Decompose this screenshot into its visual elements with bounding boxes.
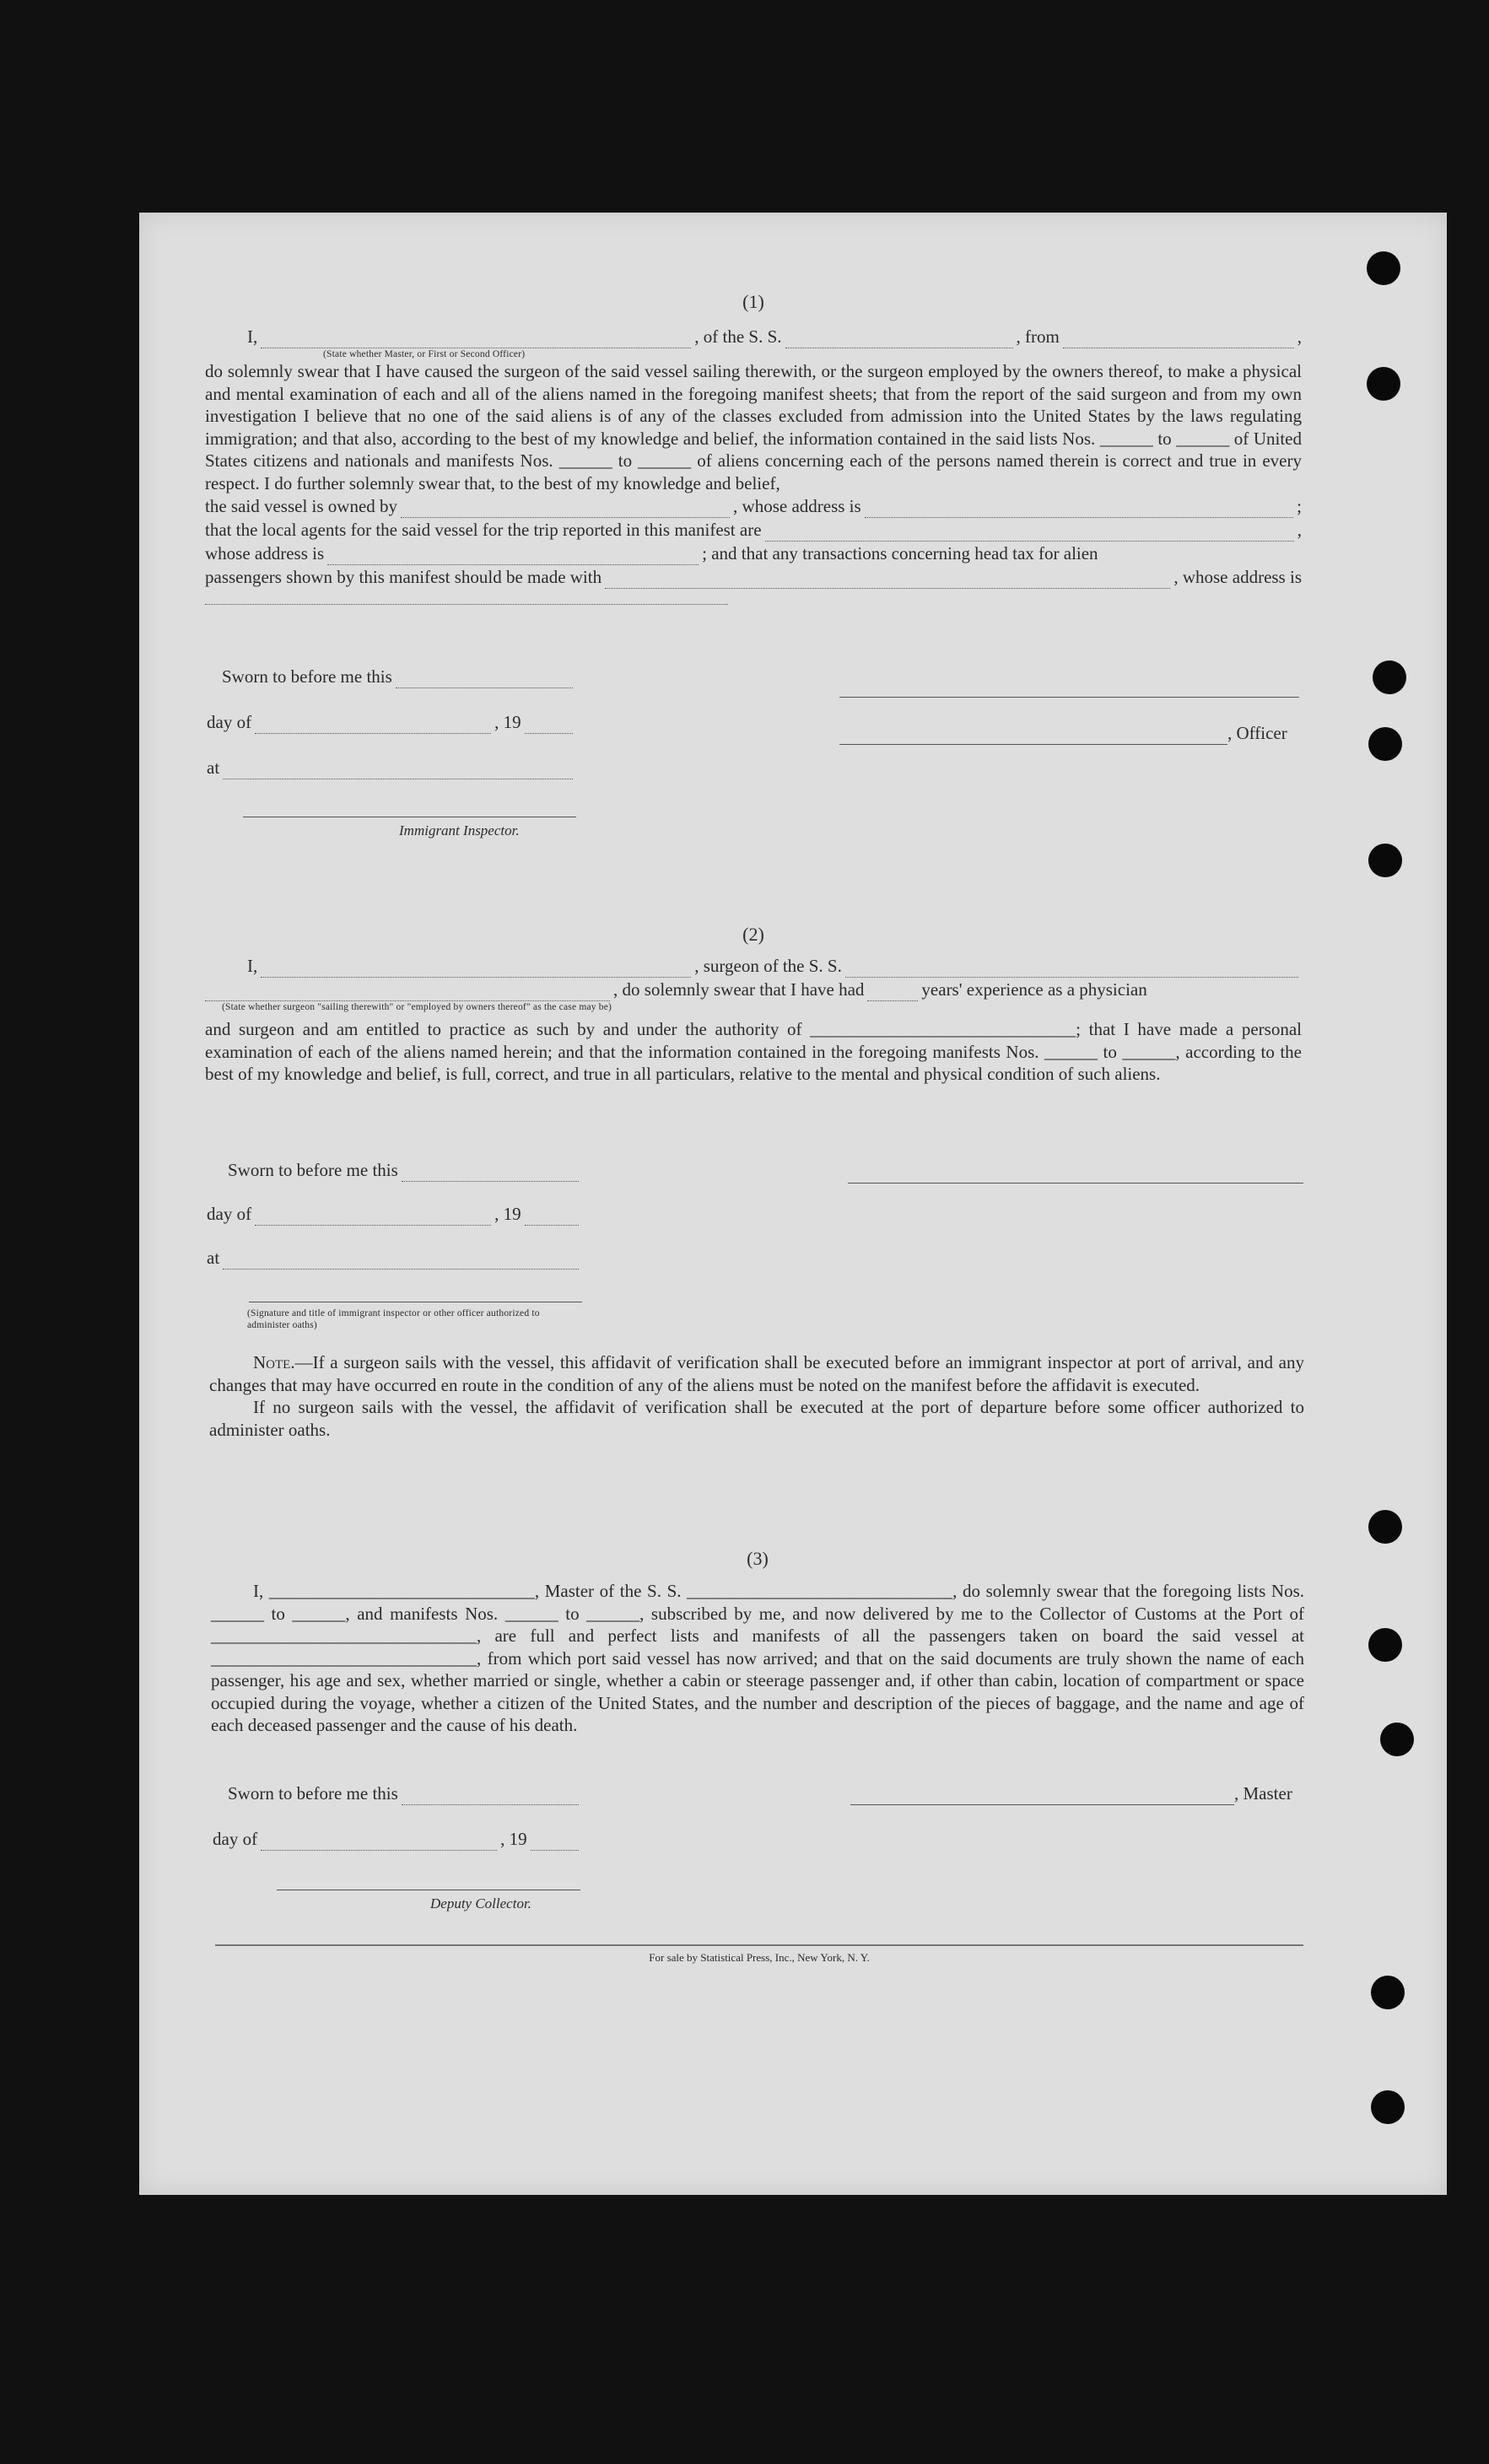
label: , <box>1297 326 1302 347</box>
label: I, <box>247 956 258 976</box>
label: ; and that any transactions concerning head tax for alien <box>702 543 1098 563</box>
label: , of the S. S. <box>694 326 782 347</box>
head-tax-address-field[interactable] <box>205 589 728 605</box>
surgeon-signature-block <box>848 1167 1303 1183</box>
binder-hole <box>1368 1628 1402 1662</box>
signature-line[interactable] <box>848 1167 1303 1183</box>
binder-hole <box>1371 1976 1405 2009</box>
label: , <box>1297 520 1302 540</box>
label: I, <box>247 326 258 347</box>
binder-hole <box>1367 251 1400 285</box>
oath-text: and surgeon and am entitled to practice as such by and under the authority of ______________________________; that I have made a personal examination of each of the aliens named herein; and that the information contained in the foregoing manifests Nos. ______ to ______, according to the best of my knowledge and belief, is full, correct, and true in all particulars, relative to the mental and physical condition of such aliens. <box>205 1019 1302 1084</box>
sworn-block-2 <box>207 1158 582 1331</box>
officer-signature-line[interactable] <box>839 729 1227 745</box>
binder-hole <box>1373 660 1406 694</box>
oath-text: I, ______________________________, Master of the S. S. ______________________________, do solemnly swear that the foregoing lists Nos. ______ to ______, and manifests Nos. ______ to ______, subscribed by me, and now delivered by me to the Collector of Customs at the Port of ______________________________, are full and perfect lists and manifests of all the passengers taken on board the said vessel at ______________________________, from which port said vessel has now arrived; and that on the said documents are truly shown the name of each passenger, his age and sex, whether married or single, whether a cabin or steerage passenger and, if other than cabin, location of compartment or space occupied during the voyage, whether a citizen of the United States, and the number and description of the pieces of baggage, and the name and age of each deceased passenger and the cause of his death. <box>211 1581 1304 1735</box>
label: , whose address is <box>1173 567 1302 587</box>
label: , surgeon of the S. S. <box>694 956 842 976</box>
note-text: If no surgeon sails with the vessel, the affidavit of verification shall be executed at the port of departure before some officer authorized to administer oaths. <box>209 1397 1304 1440</box>
field-note: (State whether surgeon "sailing therewith" or "employed by owners thereof" as the case may be) <box>222 1002 612 1012</box>
label: day of <box>207 712 252 732</box>
binder-hole <box>1368 727 1402 761</box>
place-field[interactable] <box>223 1254 579 1270</box>
master-signature-block <box>850 1782 1292 1805</box>
departure-port-field[interactable] <box>1063 332 1294 348</box>
signature-line[interactable] <box>243 801 576 817</box>
label: at <box>207 1248 220 1268</box>
label: , do solemnly swear that I have had <box>613 979 865 1000</box>
label: years' experience as a physician <box>921 979 1147 1000</box>
vessel-name-field[interactable] <box>785 332 1013 348</box>
vessel-name-field[interactable] <box>845 962 1298 978</box>
binder-hole <box>1380 1723 1414 1756</box>
label: day of <box>213 1829 258 1849</box>
signature-line[interactable] <box>277 1874 580 1890</box>
label: that the local agents for the said vessel for the trip reported in this manifest are <box>205 520 762 540</box>
section-number: (2) <box>742 924 764 945</box>
signature-line[interactable] <box>249 1286 582 1302</box>
month-field[interactable] <box>255 718 491 734</box>
label: Sworn to before me this <box>228 1160 398 1180</box>
sworn-block-1 <box>207 665 576 839</box>
deputy-title: Deputy Collector. <box>430 1895 531 1911</box>
label: , Officer <box>1227 723 1287 743</box>
label: day of <box>207 1204 252 1224</box>
instructions-note <box>209 1351 1304 1441</box>
printer-footer: For sale by Statistical Press, Inc., New York, N. Y. <box>215 1944 1303 1965</box>
affidavit-surgeon <box>205 924 1302 1086</box>
binder-hole <box>1368 1510 1402 1544</box>
owner-address-field[interactable] <box>865 502 1293 518</box>
sworn-block-3 <box>213 1782 582 1912</box>
section-number: (3) <box>747 1548 769 1569</box>
note-text: —If a surgeon sails with the vessel, this affidavit of verification shall be executed before an immigrant inspector at port of arrival, and any changes that may have occurred en route in the condition of any of the aliens must be noted on the manifest before the affidavit is executed. <box>209 1352 1304 1395</box>
inspector-title: Immigrant Inspector. <box>399 822 520 838</box>
sworn-date-field[interactable] <box>396 672 573 688</box>
label: , 19 <box>494 712 521 732</box>
surgeon-name-field[interactable] <box>261 962 691 978</box>
note-label: Note. <box>253 1352 295 1372</box>
year-field[interactable] <box>525 718 573 734</box>
label: Sworn to before me this <box>228 1783 398 1804</box>
affidavit-master <box>205 291 1302 605</box>
label: , whose address is <box>733 496 861 516</box>
years-field[interactable] <box>867 985 918 1001</box>
owner-field[interactable] <box>401 502 730 518</box>
field-note: (State whether Master, or First or Second Officer) <box>323 349 526 359</box>
label: passengers shown by this manifest should be made with <box>205 567 602 587</box>
signature-line[interactable] <box>839 682 1299 698</box>
head-tax-party-field[interactable] <box>605 573 1170 589</box>
oath-text: do solemnly swear that I have caused the surgeon of the said vessel sailing therewith, or the surgeon employed by the owners thereof, to make a physical and mental examination of each and all of the aliens named in the foregoing manifest sheets; that from the report of the said surgeon and from my own investigation I believe that no one of the said aliens is of any of the classes excluded from admission into the United States by the laws regulating immigration; and that also, according to the best of my knowledge and belief, the information contained in the said lists Nos. ______ to ______ of United States citizens and nationals and manifests Nos. ______ to ______ of aliens concerning each of the persons named therein is correct and true in every respect. I do further solemnly swear that, to the best of my knowledge and belief, <box>205 361 1302 493</box>
label: , from <box>1016 326 1060 347</box>
officer-rank-field[interactable] <box>261 332 691 348</box>
binder-hole <box>1371 2090 1405 2124</box>
agent-address-field[interactable] <box>327 549 699 565</box>
local-agents-field[interactable] <box>765 526 1294 542</box>
year-field[interactable] <box>531 1835 579 1851</box>
sworn-date-field[interactable] <box>402 1166 579 1182</box>
label: , Master <box>1234 1783 1292 1804</box>
label: the said vessel is owned by <box>205 496 398 516</box>
master-signature-line[interactable] <box>850 1789 1234 1805</box>
label: at <box>207 758 220 778</box>
month-field[interactable] <box>261 1835 497 1851</box>
sworn-date-field[interactable] <box>402 1789 579 1805</box>
surgeon-status-field[interactable] <box>205 985 610 1001</box>
year-field[interactable] <box>525 1210 579 1226</box>
label: , 19 <box>500 1829 527 1849</box>
section-number: (1) <box>742 291 764 312</box>
signature-note: (Signature and title of immigrant inspector or other officer authorized to administer oaths) <box>247 1308 540 1330</box>
label: Sworn to before me this <box>222 666 392 687</box>
place-field[interactable] <box>223 763 573 779</box>
label: ; <box>1297 496 1302 516</box>
binder-hole <box>1367 367 1400 401</box>
label: whose address is <box>205 543 325 563</box>
affidavit-master-arrival <box>211 1548 1304 1737</box>
month-field[interactable] <box>255 1210 491 1226</box>
label: , 19 <box>494 1204 521 1224</box>
officer-signature-block <box>839 682 1299 745</box>
binder-hole <box>1368 844 1402 877</box>
